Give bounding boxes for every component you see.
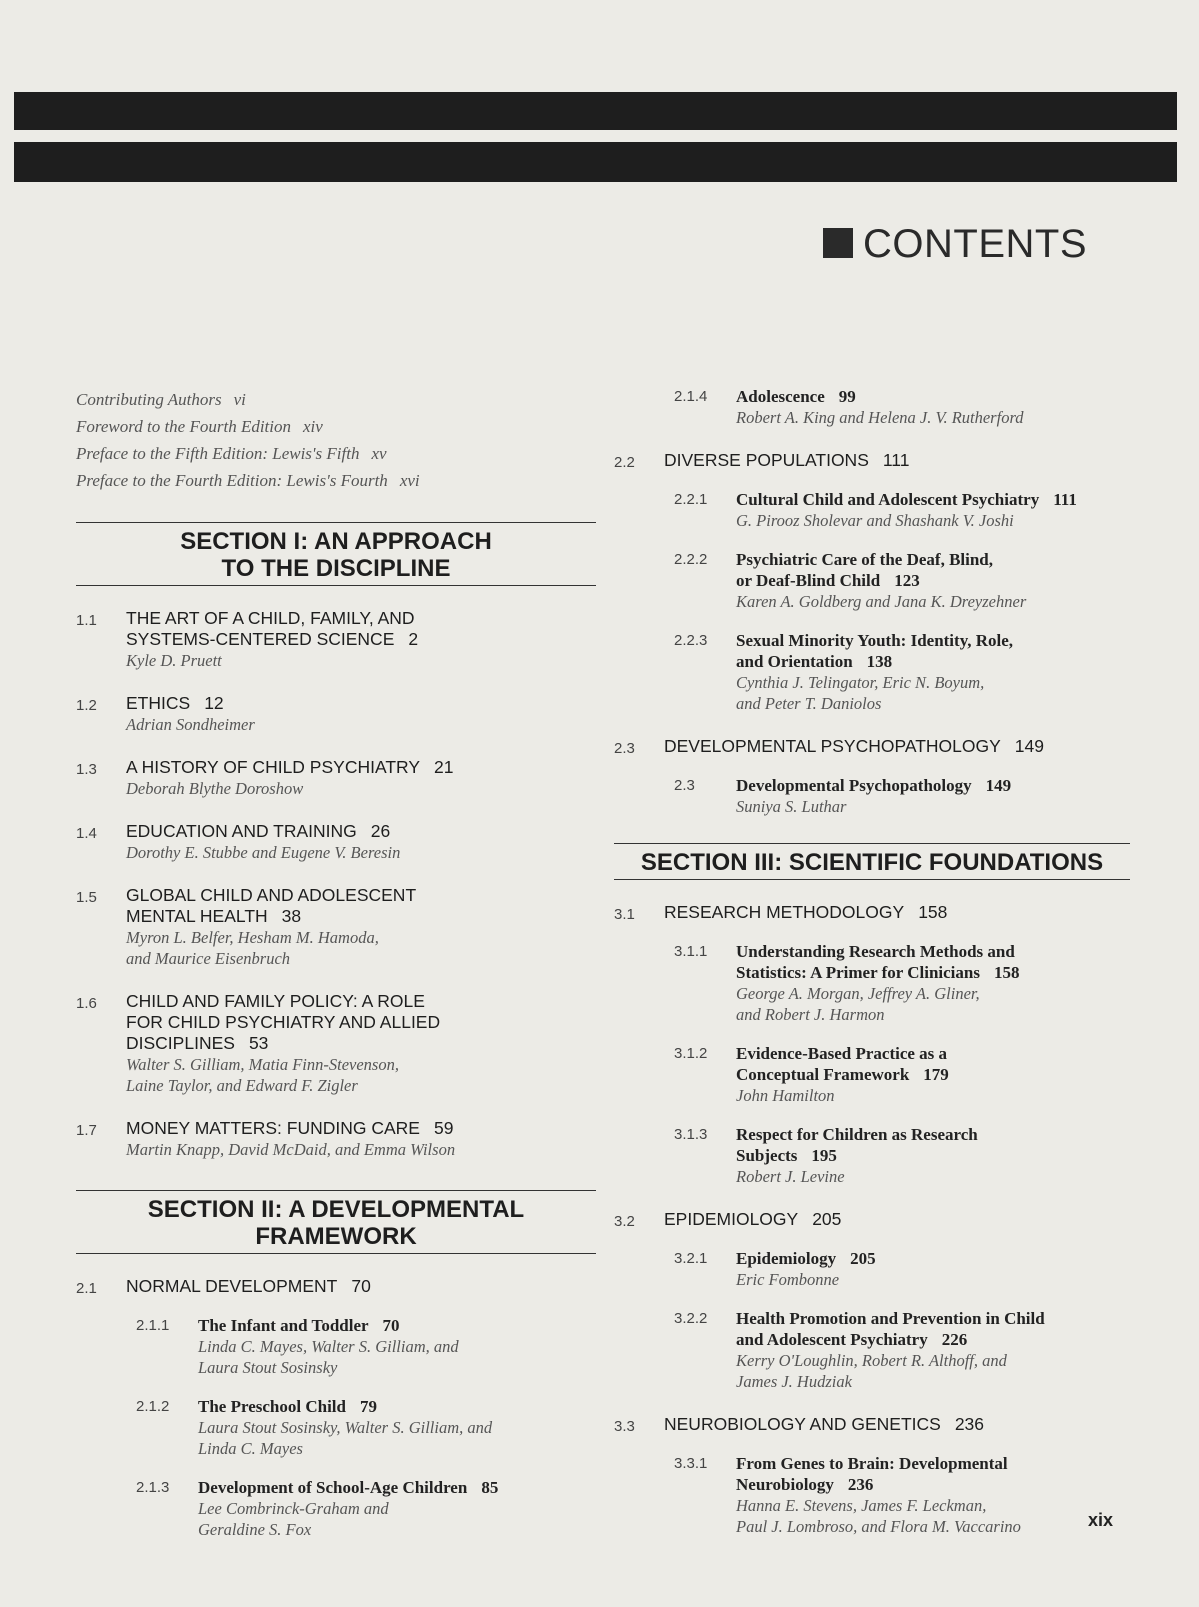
subchapter-authors: Linda C. Mayes, Walter S. Gilliam, and <box>198 1337 459 1356</box>
section-heading-line: TO THE DISCIPLINE <box>221 555 451 582</box>
subchapter-body <box>736 1248 876 1290</box>
chapter-2-2[interactable] <box>614 450 1130 471</box>
subchapter-title <box>736 1453 1021 1495</box>
section-heading-line: SECTION II: A DEVELOPMENTAL <box>147 1196 525 1223</box>
chapter-title <box>126 693 255 714</box>
front-matter-page: xvi <box>399 471 420 490</box>
subchapter-title-line: The Preschool Child <box>198 1397 346 1416</box>
chapter-authors: and Maurice Eisenbruch <box>126 949 291 968</box>
chapter-body <box>126 1118 455 1160</box>
subchapter-title <box>736 386 1024 407</box>
subchapter-body <box>736 1453 1021 1537</box>
subchapter-number: 3.1.3 <box>674 1126 708 1143</box>
front-matter-item[interactable] <box>76 467 596 494</box>
subchapter-title-line: Neurobiology <box>736 1475 834 1494</box>
chapter-title <box>664 1414 984 1435</box>
chapter-title-line: SYSTEMS-CENTERED SCIENCE <box>126 629 395 649</box>
subchapter-authors: John Hamilton <box>736 1086 835 1105</box>
subchapter-2-1-2[interactable] <box>136 1396 596 1459</box>
subchapter-page: 138 <box>866 652 893 671</box>
chapter-2-3[interactable] <box>614 736 1130 757</box>
chapter-number: 1.1 <box>76 612 97 629</box>
subchapter-number: 2.1.4 <box>674 388 708 405</box>
subchapter-title-line: Development of School-Age Children <box>198 1478 468 1497</box>
chapter-title <box>126 821 400 842</box>
chapter-page: 111 <box>882 450 910 470</box>
front-matter-page: xiv <box>303 417 323 436</box>
subchapter-title <box>736 1248 876 1269</box>
subchapter-title <box>198 1477 498 1498</box>
chapter-1-6[interactable] <box>76 991 596 1096</box>
front-matter-list <box>76 386 596 494</box>
subchapter-authors: Robert J. Levine <box>736 1167 845 1186</box>
chapter-title-line: FOR CHILD PSYCHIATRY AND ALLIED <box>126 1012 441 1032</box>
chapter-number: 1.6 <box>76 995 97 1012</box>
subchapter-body <box>736 630 1013 714</box>
subchapter-body <box>736 1043 949 1106</box>
section-heading-line: SECTION III: SCIENTIFIC FOUNDATIONS <box>640 849 1104 876</box>
subchapter-title-line: or Deaf-Blind Child <box>736 571 881 590</box>
chapter-title <box>664 736 1044 757</box>
chapter-1-7[interactable] <box>76 1118 596 1160</box>
chapter-number: 3.3 <box>614 1418 635 1435</box>
chapter-page: 2 <box>408 629 419 649</box>
subchapter-authors: Laura Stout Sosinsky <box>198 1358 338 1377</box>
chapter-body <box>126 821 400 863</box>
subchapter-title <box>198 1396 492 1417</box>
subchapter-page: 195 <box>811 1146 837 1165</box>
subchapter-authors: Kerry O'Loughlin, Robert R. Althoff, and <box>736 1351 1007 1370</box>
subchapter-2-1-3[interactable] <box>136 1477 596 1540</box>
subchapter-authors: Suniya S. Luthar <box>736 797 847 816</box>
chapter-title-line: MENTAL HEALTH <box>126 906 268 926</box>
subchapter-number: 2.1.1 <box>136 1317 170 1334</box>
subchapter-authors: George A. Morgan, Jeffrey A. Gliner, <box>736 984 980 1003</box>
chapter-number: 1.4 <box>76 825 97 842</box>
front-matter-title: Foreword to the Fourth Edition <box>76 417 292 436</box>
subchapter-title-line: and Adolescent Psychiatry <box>736 1330 928 1349</box>
chapter-authors: Adrian Sondheimer <box>126 715 255 734</box>
chapter-title <box>126 608 418 650</box>
subchapter-2-1-4[interactable] <box>674 386 1130 428</box>
subchapter-body <box>198 1477 498 1540</box>
subchapter-title <box>736 1124 978 1166</box>
right-column <box>614 386 1130 1537</box>
chapter-number: 1.5 <box>76 889 97 906</box>
chapter-title-line: CHILD AND FAMILY POLICY: A ROLE <box>126 991 425 1011</box>
subchapter-page: 179 <box>923 1065 949 1084</box>
chapter-title-line: EDUCATION AND TRAINING <box>126 821 357 841</box>
subchapter-body <box>736 941 1019 1025</box>
subchapter-title-line: Respect for Children as Research <box>736 1125 978 1144</box>
subchapter-2-2-3[interactable] <box>674 630 1130 714</box>
subchapter-title-line: Epidemiology <box>736 1249 837 1268</box>
subchapter-page: 226 <box>941 1330 968 1349</box>
subchapter-title-line: Understanding Research Methods and <box>736 942 1015 961</box>
subchapter-page: 70 <box>382 1316 400 1335</box>
chapter-3-1[interactable] <box>614 902 1130 923</box>
subchapter-authors: Lee Combrinck-Graham and <box>198 1499 389 1518</box>
chapter-authors: Dorothy E. Stubbe and Eugene V. Beresin <box>126 843 401 862</box>
chapter-1-1[interactable] <box>76 608 596 671</box>
subchapter-authors: and Peter T. Daniolos <box>736 694 882 713</box>
chapter-title <box>126 1118 455 1139</box>
subchapter-authors: G. Pirooz Sholevar and Shashank V. Joshi <box>736 511 1014 530</box>
square-bullet-icon <box>823 228 853 258</box>
chapter-3-3[interactable] <box>614 1414 1130 1435</box>
subchapter-body <box>198 1315 459 1378</box>
subchapter-number: 2.2.3 <box>674 632 708 649</box>
left-column <box>76 386 596 1540</box>
chapter-title <box>126 885 416 927</box>
chapter-title <box>664 902 947 923</box>
chapter-title <box>664 1209 841 1230</box>
subchapter-number: 2.2.2 <box>674 551 708 568</box>
subchapter-title-line: From Genes to Brain: Developmental <box>736 1454 1008 1473</box>
subchapter-page: 85 <box>481 1478 499 1497</box>
subchapter-3-2-2[interactable] <box>674 1308 1130 1392</box>
subchapter-title <box>736 941 1019 983</box>
subchapter-title-line: Developmental Psychopathology <box>736 776 972 795</box>
page-title <box>823 222 1087 267</box>
subchapter-2-2-2[interactable] <box>674 549 1130 612</box>
section-2-heading <box>76 1190 596 1254</box>
subchapter-title-line: Conceptual Framework <box>736 1065 910 1084</box>
subchapter-authors: Paul J. Lombroso, and Flora M. Vaccarino <box>736 1517 1021 1536</box>
page-number: xix <box>1088 1510 1114 1530</box>
chapter-number: 3.1 <box>614 906 635 923</box>
chapter-body <box>126 693 255 735</box>
chapter-title-line: DEVELOPMENTAL PSYCHOPATHOLOGY <box>664 736 1001 756</box>
chapter-authors: Martin Knapp, David McDaid, and Emma Wilson <box>126 1140 456 1159</box>
subchapter-authors: Hanna E. Stevens, James F. Leckman, <box>736 1496 987 1515</box>
subchapter-authors: Linda C. Mayes <box>198 1439 303 1458</box>
chapter-body <box>126 757 453 799</box>
chapter-1-4[interactable] <box>76 821 596 863</box>
subchapter-authors: Geraldine S. Fox <box>198 1520 312 1539</box>
section-heading-line: SECTION I: AN APPROACH <box>180 528 492 555</box>
subchapter-3-1-2[interactable] <box>674 1043 1130 1106</box>
subchapter-number: 3.1.1 <box>674 943 708 960</box>
chapter-title-line: GLOBAL CHILD AND ADOLESCENT <box>126 885 417 905</box>
subchapter-title-line: Statistics: A Primer for Clinicians <box>736 963 980 982</box>
subchapter-number: 2.2.1 <box>674 491 708 508</box>
chapter-number: 3.2 <box>614 1213 635 1230</box>
section-3-heading <box>614 843 1130 880</box>
chapter-body <box>126 608 418 671</box>
subchapter-title-line: Sexual Minority Youth: Identity, Role, <box>736 631 1014 650</box>
chapter-page: 149 <box>1014 736 1044 756</box>
subchapter-3-1-1[interactable] <box>674 941 1130 1025</box>
front-matter-title: Preface to the Fourth Edition: Lewis's Fourth <box>76 471 388 490</box>
subchapter-body <box>736 1124 978 1187</box>
chapter-number: 2.3 <box>614 740 635 757</box>
front-matter-page: vi <box>233 390 246 409</box>
subchapter-page: 79 <box>359 1397 377 1416</box>
subchapter-title <box>736 1308 1045 1350</box>
chapter-title-line: A HISTORY OF CHILD PSYCHIATRY <box>126 757 421 777</box>
subchapter-body <box>736 386 1024 428</box>
subchapter-page: 205 <box>850 1249 876 1268</box>
subchapter-title-line: Psychiatric Care of the Deaf, Blind, <box>736 550 994 569</box>
chapter-title-line: NEUROBIOLOGY AND GENETICS <box>664 1414 941 1434</box>
chapter-number: 2.2 <box>614 454 635 471</box>
subchapter-page: 158 <box>993 963 1020 982</box>
chapter-number: 1.3 <box>76 761 97 778</box>
subchapter-number: 3.2.2 <box>674 1310 708 1327</box>
chapter-number: 1.2 <box>76 697 97 714</box>
subchapter-title-line: Adolescence <box>736 387 825 406</box>
chapter-page: 205 <box>812 1209 842 1229</box>
subchapter-authors: Eric Fombonne <box>736 1270 840 1289</box>
page-title-text: CONTENTS <box>863 222 1087 266</box>
chapter-body <box>126 885 416 969</box>
chapter-1-5[interactable] <box>76 885 596 969</box>
chapter-body <box>126 991 440 1096</box>
subchapter-title-line: Subjects <box>736 1146 798 1165</box>
front-matter-item[interactable] <box>76 386 596 413</box>
subchapter-title <box>198 1315 459 1336</box>
subchapter-authors: Cynthia J. Telingator, Eric N. Boyum, <box>736 673 985 692</box>
subchapter-3-2-1[interactable] <box>674 1248 1130 1290</box>
subchapter-title <box>736 489 1077 510</box>
chapter-2-1[interactable] <box>76 1276 596 1297</box>
chapter-title <box>664 450 909 471</box>
subchapter-title <box>736 630 1013 672</box>
subchapter-authors: and Robert J. Harmon <box>736 1005 885 1024</box>
chapter-page: 53 <box>248 1033 269 1053</box>
subchapter-number: 3.1.2 <box>674 1045 708 1062</box>
subchapter-title-line: Health Promotion and Prevention in Child <box>736 1309 1045 1328</box>
chapter-title <box>126 1276 371 1297</box>
chapter-page: 59 <box>433 1118 454 1138</box>
front-matter-item[interactable] <box>76 413 596 440</box>
chapter-1-2[interactable] <box>76 693 596 735</box>
chapter-title <box>126 757 453 778</box>
subchapter-page: 111 <box>1053 490 1077 509</box>
chapter-authors: Kyle D. Pruett <box>126 651 222 670</box>
front-matter-item[interactable] <box>76 440 596 467</box>
chapter-page: 158 <box>918 902 948 922</box>
chapter-page: 26 <box>370 821 391 841</box>
subchapter-number: 3.3.1 <box>674 1455 708 1472</box>
chapter-title-line: RESEARCH METHODOLOGY <box>664 902 905 922</box>
subchapter-title-line: Cultural Child and Adolescent Psychiatry <box>736 490 1040 509</box>
subchapter-number: 2.3 <box>674 777 695 794</box>
subchapter-page: 123 <box>894 571 920 590</box>
front-matter-page: xv <box>371 444 387 463</box>
chapter-page: 21 <box>434 757 454 777</box>
subchapter-body <box>198 1396 492 1459</box>
subchapter-page: 99 <box>838 387 856 406</box>
subchapter-body <box>736 549 1026 612</box>
subchapter-title-line: The Infant and Toddler <box>198 1316 369 1335</box>
chapter-title-line: ETHICS <box>126 693 191 713</box>
subchapter-body <box>736 489 1077 531</box>
chapter-1-3[interactable] <box>76 757 596 799</box>
section-heading-line: FRAMEWORK <box>255 1223 417 1250</box>
subchapter-2-2-1[interactable] <box>674 489 1130 531</box>
chapter-page: 236 <box>954 1414 985 1434</box>
subchapter-authors: Karen A. Goldberg and Jana K. Dreyzehner <box>736 592 1027 611</box>
header-bar-top <box>14 92 1177 130</box>
chapter-title-line: DISCIPLINES <box>126 1033 235 1053</box>
chapter-page: 12 <box>204 693 224 713</box>
subchapter-page: 236 <box>847 1475 874 1494</box>
subchapter-number: 3.2.1 <box>674 1250 708 1267</box>
subchapter-body <box>736 1308 1045 1392</box>
section-1-heading <box>76 522 596 586</box>
chapter-title-line: NORMAL DEVELOPMENT <box>126 1276 338 1296</box>
chapter-page: 70 <box>351 1276 371 1296</box>
subchapter-2-3[interactable] <box>674 775 1130 817</box>
chapter-title-line: THE ART OF A CHILD, FAMILY, AND <box>126 608 415 628</box>
subchapter-authors: Robert A. King and Helena J. V. Rutherford <box>736 408 1024 427</box>
subchapter-3-1-3[interactable] <box>674 1124 1130 1187</box>
subchapter-authors: Laura Stout Sosinsky, Walter S. Gilliam, and <box>198 1418 493 1437</box>
header-bar-bottom <box>14 142 1177 182</box>
subchapter-authors: James J. Hudziak <box>736 1372 852 1391</box>
subchapter-number: 2.1.3 <box>136 1479 170 1496</box>
front-matter-title: Contributing Authors <box>76 390 222 409</box>
chapter-authors: Deborah Blythe Doroshow <box>126 779 304 798</box>
subchapter-title <box>736 549 1026 591</box>
chapter-authors: Walter S. Gilliam, Matia Finn-Stevenson, <box>126 1055 399 1074</box>
chapter-page: 38 <box>281 906 302 926</box>
subchapter-title-line: Evidence-Based Practice as a <box>736 1044 948 1063</box>
chapter-authors: Laine Taylor, and Edward F. Zigler <box>126 1076 358 1095</box>
front-matter-title: Preface to the Fifth Edition: Lewis's Fifth <box>76 444 360 463</box>
subchapter-title-line: and Orientation <box>736 652 853 671</box>
chapter-number: 1.7 <box>76 1122 97 1139</box>
chapter-3-2[interactable] <box>614 1209 1130 1230</box>
chapter-title-line: EPIDEMIOLOGY <box>664 1209 799 1229</box>
subchapter-title <box>736 775 1011 796</box>
chapter-number: 2.1 <box>76 1280 97 1297</box>
chapter-title-line: MONEY MATTERS: FUNDING CARE <box>126 1118 420 1138</box>
chapter-title-line: DIVERSE POPULATIONS <box>664 450 869 470</box>
subchapter-body <box>736 775 1011 817</box>
chapter-title <box>126 991 440 1054</box>
subchapter-3-3-1[interactable] <box>674 1453 1130 1537</box>
chapter-authors: Myron L. Belfer, Hesham M. Hamoda, <box>126 928 379 947</box>
subchapter-2-1-1[interactable] <box>136 1315 596 1378</box>
subchapter-title <box>736 1043 949 1085</box>
subchapter-number: 2.1.2 <box>136 1398 170 1415</box>
subchapter-page: 149 <box>985 776 1012 795</box>
